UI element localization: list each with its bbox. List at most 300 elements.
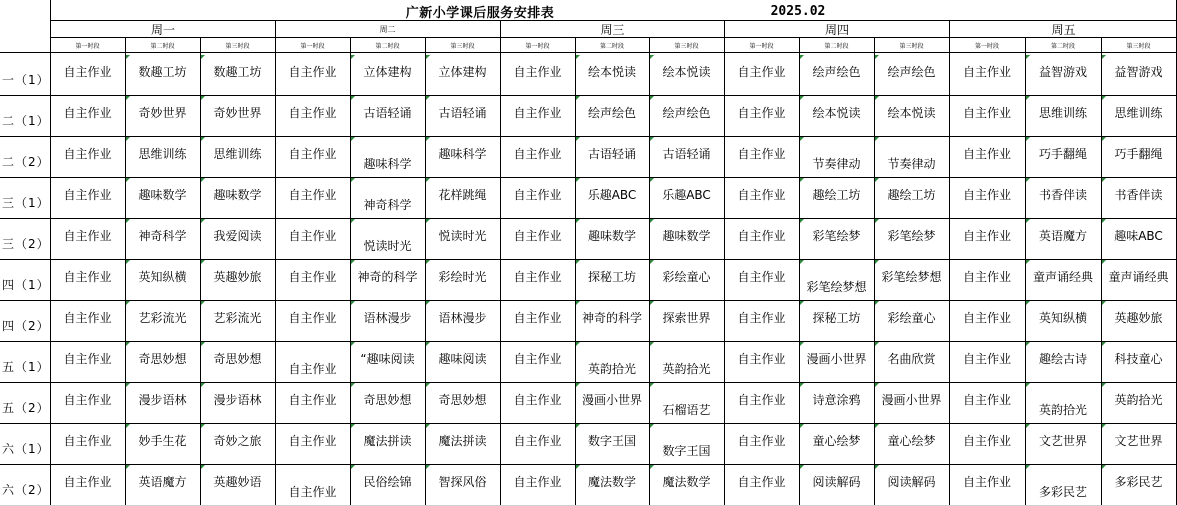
activity-cell: 魔法拼读 xyxy=(363,434,412,448)
period-header: 第一时段 xyxy=(300,42,325,50)
activity-cell: 自主作业 xyxy=(288,485,337,499)
activity-cell: 英语魔方 xyxy=(138,475,187,489)
activity-cell: 自主作业 xyxy=(63,229,112,243)
activity-cell: 英趣妙旅 xyxy=(213,270,262,284)
activity-cell: 益智游戏 xyxy=(1038,65,1087,79)
cell-flag-marker xyxy=(126,219,130,223)
cell-flag-marker xyxy=(126,96,130,100)
cell-flag-marker xyxy=(875,137,879,141)
cell-flag-marker xyxy=(351,383,355,387)
activity-cell: 自主作业 xyxy=(513,106,562,120)
cell-flag-marker xyxy=(1102,465,1106,469)
activity-cell: 自主作业 xyxy=(962,311,1011,325)
period-header: 第二时段 xyxy=(1050,42,1075,50)
period-header: 第一时段 xyxy=(525,42,550,50)
activity-cell: 自主作业 xyxy=(513,147,562,161)
activity-cell: 探索世界 xyxy=(662,311,711,325)
activity-cell: 自主作业 xyxy=(962,188,1011,202)
activity-cell: 英韵拾光 xyxy=(1114,393,1163,407)
cell-flag-marker xyxy=(1026,301,1030,305)
activity-cell: 文艺世界 xyxy=(1038,434,1087,448)
activity-cell: 自主作业 xyxy=(513,188,562,202)
activity-cell: 自主作业 xyxy=(513,434,562,448)
activity-cell: 民俗绘锦 xyxy=(363,475,412,489)
activity-cell: 悦读时光 xyxy=(363,239,412,253)
activity-cell: 思维训练 xyxy=(1114,106,1163,120)
activity-cell: 益智游戏 xyxy=(1114,65,1163,79)
activity-cell: 自主作业 xyxy=(288,229,337,243)
activity-cell: 妙手生花 xyxy=(138,434,187,448)
day-header: 周三 xyxy=(500,21,724,38)
cell-flag-marker xyxy=(576,219,580,223)
activity-cell: 绘声绘色 xyxy=(662,106,711,120)
activity-cell: 自主作业 xyxy=(737,147,786,161)
cell-flag-marker xyxy=(1026,342,1030,346)
activity-cell: 绘声绘色 xyxy=(587,106,636,120)
activity-cell: 趣味数学 xyxy=(138,188,187,202)
sheet-title: 广新小学课后服务安排表 xyxy=(405,5,555,19)
activity-cell: 古语轻诵 xyxy=(363,106,412,120)
activity-cell: 自主作业 xyxy=(513,229,562,243)
activity-cell: 趣绘工坊 xyxy=(812,188,861,202)
activity-cell: 自主作业 xyxy=(288,65,337,79)
activity-cell: 彩绘童心 xyxy=(887,311,936,325)
activity-cell: 自主作业 xyxy=(288,270,337,284)
activity-cell: 自主作业 xyxy=(513,352,562,366)
activity-cell: 自主作业 xyxy=(288,106,337,120)
activity-cell: 石榴语艺 xyxy=(662,403,711,417)
cell-flag-marker xyxy=(576,465,580,469)
cell-flag-marker xyxy=(1026,96,1030,100)
activity-cell: 自主作业 xyxy=(513,311,562,325)
cell-flag-marker xyxy=(800,137,804,141)
activity-cell: 趣味阅读 xyxy=(438,352,487,366)
period-header: 第三时段 xyxy=(225,42,250,50)
activity-cell: 神奇的科学 xyxy=(357,270,418,284)
activity-cell: 节奏律动 xyxy=(887,157,936,171)
activity-cell: 语林漫步 xyxy=(438,311,487,325)
cell-flag-marker xyxy=(1026,219,1030,223)
cell-flag-marker xyxy=(426,465,430,469)
cell-flag-marker xyxy=(875,260,879,264)
activity-cell: 乐趣ABC xyxy=(662,188,711,202)
activity-cell: 自主作业 xyxy=(63,188,112,202)
activity-cell: 探秘工坊 xyxy=(812,311,861,325)
period-header: 第三时段 xyxy=(450,42,475,50)
cell-flag-marker xyxy=(875,383,879,387)
activity-cell: 彩绘童心 xyxy=(662,270,711,284)
activity-cell: 乐趣ABC xyxy=(587,188,637,202)
cell-flag-marker xyxy=(426,178,430,182)
day-header: 周四 xyxy=(724,21,949,38)
activity-cell: 奇妙之旅 xyxy=(213,434,262,448)
cell-flag-marker xyxy=(800,383,804,387)
cell-flag-marker xyxy=(800,260,804,264)
cell-flag-marker xyxy=(800,178,804,182)
cell-flag-marker xyxy=(650,260,654,264)
cell-flag-marker xyxy=(875,219,879,223)
activity-cell: 文艺世界 xyxy=(1114,434,1163,448)
activity-cell: 艺彩流光 xyxy=(213,311,262,325)
activity-cell: 巧手翻绳 xyxy=(1038,147,1087,161)
cell-flag-marker xyxy=(576,137,580,141)
cell-flag-marker xyxy=(576,383,580,387)
period-header: 第三时段 xyxy=(674,42,699,50)
activity-cell: 思维训练 xyxy=(1038,106,1087,120)
cell-flag-marker xyxy=(351,465,355,469)
activity-cell: 自主作业 xyxy=(288,311,337,325)
cell-flag-marker xyxy=(875,301,879,305)
period-header: 第二时段 xyxy=(599,42,624,50)
cell-flag-marker xyxy=(650,178,654,182)
grid-hline xyxy=(0,52,1177,53)
activity-cell: 数趣工坊 xyxy=(213,65,262,79)
activity-cell: 自主作业 xyxy=(63,475,112,489)
activity-cell: 自主作业 xyxy=(288,393,337,407)
cell-flag-marker xyxy=(351,96,355,100)
activity-cell: 绘本悦读 xyxy=(887,106,936,120)
activity-cell: 自主作业 xyxy=(513,475,562,489)
activity-cell: 英趣妙语 xyxy=(213,475,262,489)
activity-cell: 自主作业 xyxy=(288,362,337,376)
activity-cell: 彩绘时光 xyxy=(438,270,487,284)
activity-cell: 英语魔方 xyxy=(1038,229,1087,243)
class-label: 六（2） xyxy=(2,483,50,497)
activity-cell: 自主作业 xyxy=(63,147,112,161)
cell-flag-marker xyxy=(201,260,205,264)
cell-flag-marker xyxy=(126,301,130,305)
cell-flag-marker xyxy=(201,301,205,305)
class-label: 六（1） xyxy=(2,442,50,456)
cell-flag-marker xyxy=(1102,383,1106,387)
activity-cell: 漫画小世界 xyxy=(806,352,867,366)
activity-cell: 彩笔绘梦 xyxy=(887,229,936,243)
activity-cell: 阅读解码 xyxy=(812,475,861,489)
cell-flag-marker xyxy=(351,260,355,264)
activity-cell: 名曲欣赏 xyxy=(887,352,936,366)
activity-cell: 童声诵经典 xyxy=(1108,270,1169,284)
activity-cell: 趣绘工坊 xyxy=(887,188,936,202)
cell-flag-marker xyxy=(426,260,430,264)
cell-flag-marker xyxy=(201,55,205,59)
activity-cell: 自主作业 xyxy=(737,106,786,120)
activity-cell: 英韵拾光 xyxy=(1038,403,1087,417)
activity-cell: 自主作业 xyxy=(63,106,112,120)
activity-cell: 自主作业 xyxy=(962,65,1011,79)
activity-cell: 阅读解码 xyxy=(887,475,936,489)
activity-cell: 智探风俗 xyxy=(438,475,487,489)
cell-flag-marker xyxy=(875,178,879,182)
cell-flag-marker xyxy=(351,55,355,59)
activity-cell: 悦读时光 xyxy=(438,229,487,243)
cell-flag-marker xyxy=(201,424,205,428)
activity-cell: 立体建构 xyxy=(363,65,412,79)
cell-flag-marker xyxy=(126,424,130,428)
class-label: 五（2） xyxy=(2,401,50,415)
cell-flag-marker xyxy=(1102,178,1106,182)
activity-cell: 趣味ABC xyxy=(1114,229,1163,243)
activity-cell: 漫画小世界 xyxy=(581,393,642,407)
activity-cell: 魔法数学 xyxy=(587,475,636,489)
cell-flag-marker xyxy=(576,55,580,59)
activity-cell: 科技童心 xyxy=(1114,352,1163,366)
period-header: 第二时段 xyxy=(150,42,175,50)
cell-flag-marker xyxy=(351,219,355,223)
activity-cell: 绘本悦读 xyxy=(812,106,861,120)
cell-flag-marker xyxy=(800,424,804,428)
activity-cell: 童心绘梦 xyxy=(812,434,861,448)
activity-cell: 自主作业 xyxy=(737,434,786,448)
cell-flag-marker xyxy=(650,137,654,141)
cell-flag-marker xyxy=(1102,260,1106,264)
activity-cell: “趣味阅读 xyxy=(360,352,415,366)
activity-cell: 自主作业 xyxy=(63,65,112,79)
activity-cell: 花样跳绳 xyxy=(438,188,487,202)
cell-flag-marker xyxy=(875,96,879,100)
activity-cell: 自主作业 xyxy=(737,229,786,243)
cell-flag-marker xyxy=(800,96,804,100)
activity-cell: 语林漫步 xyxy=(363,311,412,325)
cell-flag-marker xyxy=(351,424,355,428)
cell-flag-marker xyxy=(650,424,654,428)
activity-cell: 思维训练 xyxy=(138,147,187,161)
activity-cell: 书香伴读 xyxy=(1038,188,1087,202)
cell-flag-marker xyxy=(1026,383,1030,387)
cell-flag-marker xyxy=(126,55,130,59)
cell-flag-marker xyxy=(800,342,804,346)
activity-cell: 绘声绘色 xyxy=(887,65,936,79)
activity-cell: 自主作业 xyxy=(962,393,1011,407)
activity-cell: 神奇科学 xyxy=(363,198,412,212)
class-label: 四（2） xyxy=(2,319,50,333)
activity-cell: 古语轻诵 xyxy=(587,147,636,161)
activity-cell: 绘本悦读 xyxy=(662,65,711,79)
cell-flag-marker xyxy=(650,301,654,305)
cell-flag-marker xyxy=(1026,260,1030,264)
cell-flag-marker xyxy=(1026,465,1030,469)
cell-flag-marker xyxy=(1026,137,1030,141)
cell-flag-marker xyxy=(426,96,430,100)
activity-cell: 漫画小世界 xyxy=(881,393,942,407)
activity-cell: 漫步语林 xyxy=(213,393,262,407)
cell-flag-marker xyxy=(126,342,130,346)
activity-cell: 奇思妙想 xyxy=(138,352,187,366)
activity-cell: 节奏律动 xyxy=(812,157,861,171)
day-header: 周五 xyxy=(949,21,1177,38)
activity-cell: 奇妙世界 xyxy=(213,106,262,120)
activity-cell: 趣绘古诗 xyxy=(1038,352,1087,366)
cell-flag-marker xyxy=(201,342,205,346)
cell-flag-marker xyxy=(800,465,804,469)
activity-cell: 自主作业 xyxy=(737,270,786,284)
period-header: 第一时段 xyxy=(974,42,999,50)
cell-flag-marker xyxy=(650,342,654,346)
activity-cell: 绘声绘色 xyxy=(812,65,861,79)
activity-cell: 自主作业 xyxy=(513,270,562,284)
cell-flag-marker xyxy=(800,219,804,223)
activity-cell: 英韵拾光 xyxy=(587,362,636,376)
cell-flag-marker xyxy=(426,301,430,305)
day-header: 周一 xyxy=(50,21,275,38)
activity-cell: 多彩民艺 xyxy=(1114,475,1163,489)
cell-flag-marker xyxy=(875,465,879,469)
activity-cell: 趣味数学 xyxy=(213,188,262,202)
activity-cell: 书香伴读 xyxy=(1114,188,1163,202)
activity-cell: 自主作业 xyxy=(962,147,1011,161)
activity-cell: 彩笔绘梦想 xyxy=(806,280,867,294)
activity-cell: 趣味数学 xyxy=(587,229,636,243)
activity-cell: 魔法拼读 xyxy=(438,434,487,448)
cell-flag-marker xyxy=(576,260,580,264)
cell-flag-marker xyxy=(126,178,130,182)
activity-cell: 数字王国 xyxy=(587,434,636,448)
cell-flag-marker xyxy=(875,55,879,59)
class-label: 四（1） xyxy=(2,278,50,292)
activity-cell: 思维训练 xyxy=(213,147,262,161)
activity-cell: 自主作业 xyxy=(962,352,1011,366)
activity-cell: 自主作业 xyxy=(962,434,1011,448)
activity-cell: 童心绘梦 xyxy=(887,434,936,448)
activity-cell: 探秘工坊 xyxy=(587,270,636,284)
activity-cell: 自主作业 xyxy=(962,270,1011,284)
activity-cell: 自主作业 xyxy=(737,65,786,79)
period-header: 第二时段 xyxy=(375,42,400,50)
activity-cell: 趣味科学 xyxy=(363,157,412,171)
cell-flag-marker xyxy=(201,465,205,469)
activity-cell: 自主作业 xyxy=(737,475,786,489)
period-header: 第二时段 xyxy=(824,42,849,50)
cell-flag-marker xyxy=(650,55,654,59)
cell-flag-marker xyxy=(1026,424,1030,428)
activity-cell: 自主作业 xyxy=(513,65,562,79)
activity-cell: 数字王国 xyxy=(662,444,711,458)
cell-flag-marker xyxy=(201,383,205,387)
cell-flag-marker xyxy=(201,219,205,223)
activity-cell: 奇思妙想 xyxy=(363,393,412,407)
cell-flag-marker xyxy=(426,55,430,59)
activity-cell: 立体建构 xyxy=(438,65,487,79)
activity-cell: 神奇科学 xyxy=(138,229,187,243)
cell-flag-marker xyxy=(650,96,654,100)
activity-cell: 自主作业 xyxy=(288,434,337,448)
activity-cell: 趣味科学 xyxy=(438,147,487,161)
activity-cell: 数趣工坊 xyxy=(138,65,187,79)
activity-cell: 自主作业 xyxy=(737,188,786,202)
cell-flag-marker xyxy=(126,465,130,469)
class-label: 五（1） xyxy=(2,360,50,374)
activity-cell: 自主作业 xyxy=(63,311,112,325)
activity-cell: 彩笔绘梦 xyxy=(812,229,861,243)
cell-flag-marker xyxy=(1102,137,1106,141)
cell-flag-marker xyxy=(1102,342,1106,346)
activity-cell: 自主作业 xyxy=(63,352,112,366)
cell-flag-marker xyxy=(126,260,130,264)
cell-flag-marker xyxy=(351,342,355,346)
cell-flag-marker xyxy=(576,301,580,305)
class-label: 二（1） xyxy=(2,114,50,128)
cell-flag-marker xyxy=(875,424,879,428)
activity-cell: 古语轻诵 xyxy=(438,106,487,120)
activity-cell: 彩笔绘梦想 xyxy=(881,270,942,284)
activity-cell: 多彩民艺 xyxy=(1038,485,1087,499)
cell-flag-marker xyxy=(426,383,430,387)
activity-cell: 自主作业 xyxy=(737,393,786,407)
cell-flag-marker xyxy=(650,465,654,469)
activity-cell: 诗意涂鸦 xyxy=(812,393,861,407)
cell-flag-marker xyxy=(650,383,654,387)
activity-cell: 自主作业 xyxy=(513,393,562,407)
activity-cell: 我爱阅读 xyxy=(213,229,262,243)
class-label: 一（1） xyxy=(2,73,50,87)
cell-flag-marker xyxy=(1102,96,1106,100)
activity-cell: 自主作业 xyxy=(288,188,337,202)
class-label: 二（2） xyxy=(2,155,50,169)
activity-cell: 自主作业 xyxy=(962,229,1011,243)
activity-cell: 趣味数学 xyxy=(662,229,711,243)
cell-flag-marker xyxy=(1102,55,1106,59)
activity-cell: 奇思妙想 xyxy=(213,352,262,366)
cell-flag-marker xyxy=(426,219,430,223)
activity-cell: 魔法数学 xyxy=(662,475,711,489)
activity-cell: 绘本悦读 xyxy=(587,65,636,79)
cell-flag-marker xyxy=(426,342,430,346)
cell-flag-marker xyxy=(201,96,205,100)
cell-flag-marker xyxy=(1026,55,1030,59)
cell-flag-marker xyxy=(800,55,804,59)
period-header: 第三时段 xyxy=(1126,42,1151,50)
activity-cell: 英韵拾光 xyxy=(662,362,711,376)
activity-cell: 英趣妙旅 xyxy=(1114,311,1163,325)
cell-flag-marker xyxy=(800,301,804,305)
activity-cell: 奇妙世界 xyxy=(138,106,187,120)
activity-cell: 艺彩流光 xyxy=(138,311,187,325)
activity-cell: 自主作业 xyxy=(737,352,786,366)
cell-flag-marker xyxy=(126,383,130,387)
cell-flag-marker xyxy=(1102,219,1106,223)
cell-flag-marker xyxy=(351,301,355,305)
cell-flag-marker xyxy=(576,424,580,428)
cell-flag-marker xyxy=(126,137,130,141)
cell-flag-marker xyxy=(1102,424,1106,428)
cell-flag-marker xyxy=(576,178,580,182)
activity-cell: 漫步语林 xyxy=(138,393,187,407)
activity-cell: 自主作业 xyxy=(962,475,1011,489)
class-label: 三（2） xyxy=(2,237,50,251)
day-header: 周二 xyxy=(379,25,396,34)
activity-cell: 古语轻诵 xyxy=(662,147,711,161)
sheet-date: 2025.02 xyxy=(770,3,826,19)
cell-flag-marker xyxy=(351,178,355,182)
period-header: 第三时段 xyxy=(899,42,924,50)
cell-flag-marker xyxy=(875,342,879,346)
period-header: 第一时段 xyxy=(749,42,774,50)
cell-flag-marker xyxy=(650,219,654,223)
cell-flag-marker xyxy=(351,137,355,141)
cell-flag-marker xyxy=(426,424,430,428)
cell-flag-marker xyxy=(201,178,205,182)
activity-cell: 巧手翻绳 xyxy=(1114,147,1163,161)
cell-flag-marker xyxy=(1102,301,1106,305)
activity-cell: 自主作业 xyxy=(63,270,112,284)
activity-cell: 自主作业 xyxy=(737,311,786,325)
cell-flag-marker xyxy=(576,342,580,346)
activity-cell: 神奇的科学 xyxy=(581,311,642,325)
activity-cell: 自主作业 xyxy=(962,106,1011,120)
activity-cell: 英知纵横 xyxy=(1038,311,1087,325)
cell-flag-marker xyxy=(576,96,580,100)
cell-flag-marker xyxy=(426,137,430,141)
activity-cell: 童声诵经典 xyxy=(1032,270,1093,284)
